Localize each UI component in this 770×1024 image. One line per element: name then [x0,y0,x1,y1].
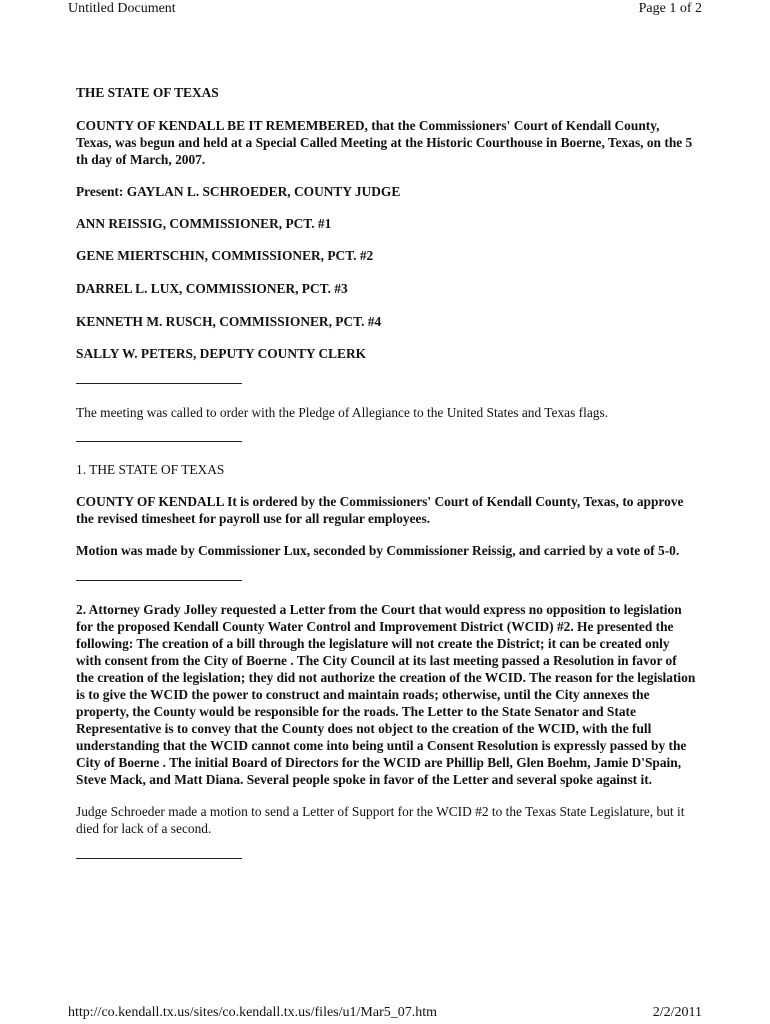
horizontal-rule [76,441,242,442]
member-line: ANN REISSIG, COMMISSIONER, PCT. #1 [76,216,332,231]
page-header [0,0,770,20]
call-to-order: The meeting was called to order with the Pledge of Allegiance to the United States and Texas flags. [76,405,609,420]
member-line: DARREL L. LUX, COMMISSIONER, PCT. #3 [76,281,348,296]
item1-heading: 1. THE STATE OF TEXAS [76,462,225,477]
item1-order: COUNTY OF KENDALL It is ordered by the Commissioners' Court of Kendall County, Texas, to approve the revised timesheet for payroll use for all regular employees. [76,494,684,526]
present-line: Present: GAYLAN L. SCHROEDER, COUNTY JUDGE [76,184,401,199]
item1-motion: Motion was made by Commissioner Lux, seconded by Commissioner Reissig, and carried by a vote of 5-0. [76,543,680,558]
document-body [76,84,696,859]
member-line: GENE MIERTSCHIN, COMMISSIONER, PCT. #2 [76,248,374,263]
print-date: 2/2/2011 [652,1005,702,1020]
source-url: http://co.kendall.tx.us/sites/co.kendall.tx.us/files/u1/Mar5_07.htm [68,1005,438,1020]
member-line: SALLY W. PETERS, DEPUTY COUNTY CLERK [76,346,367,361]
intro-paragraph: COUNTY OF KENDALL BE IT REMEMBERED, that the Commissioners' Court of Kendall County, Texas, was begun and held at a Special Called Meeting at the Historic Courthouse in Boerne, Texas, on the 5 th day of March, 2007. [76,118,693,167]
item2-followup: Judge Schroeder made a motion to send a Letter of Support for the WCID #2 to the Texas State Legislature, but it died for lack of a second. [76,804,685,836]
document-title: Untitled Document [68,1,176,16]
horizontal-rule [76,383,242,384]
page-number: Page 1 of 2 [638,1,702,16]
page-footer [0,1004,770,1024]
horizontal-rule [76,858,242,859]
heading-state: THE STATE OF TEXAS [76,85,219,100]
member-line: KENNETH M. RUSCH, COMMISSIONER, PCT. #4 [76,314,382,329]
item2-paragraph: 2. Attorney Grady Jolley requested a Letter from the Court that would express no opposition to legislation for the proposed Kendall County Water Control and Improvement District (WCID) #2. He presented the following: The creation of a bill through the legislature will not create the District; it can be created only with consent from the City of Boerne . The City Council at its last meeting passed a Resolution in favor of the creation of the legislation; they did not authorize the creation of the WCID. The reason for the legislation is to give the WCID the power to construct and maintain roads; otherwise, until the City annexes the property, the County would be responsible for the roads. The Letter to the State Senator and State Representative is to convey that the County does not object to the creation of the WCID, with the full understanding that the WCID cannot come into being until a Consent Resolution is expressly passed by the City of Boerne . The initial Board of Directors for the WCID are Phillip Bell, Glen Boehm, Jamie D'Spain, Steve Mack, and Matt Diana. Several people spoke in favor of the Letter and several spoke against it. [76,602,696,787]
horizontal-rule [76,580,242,581]
